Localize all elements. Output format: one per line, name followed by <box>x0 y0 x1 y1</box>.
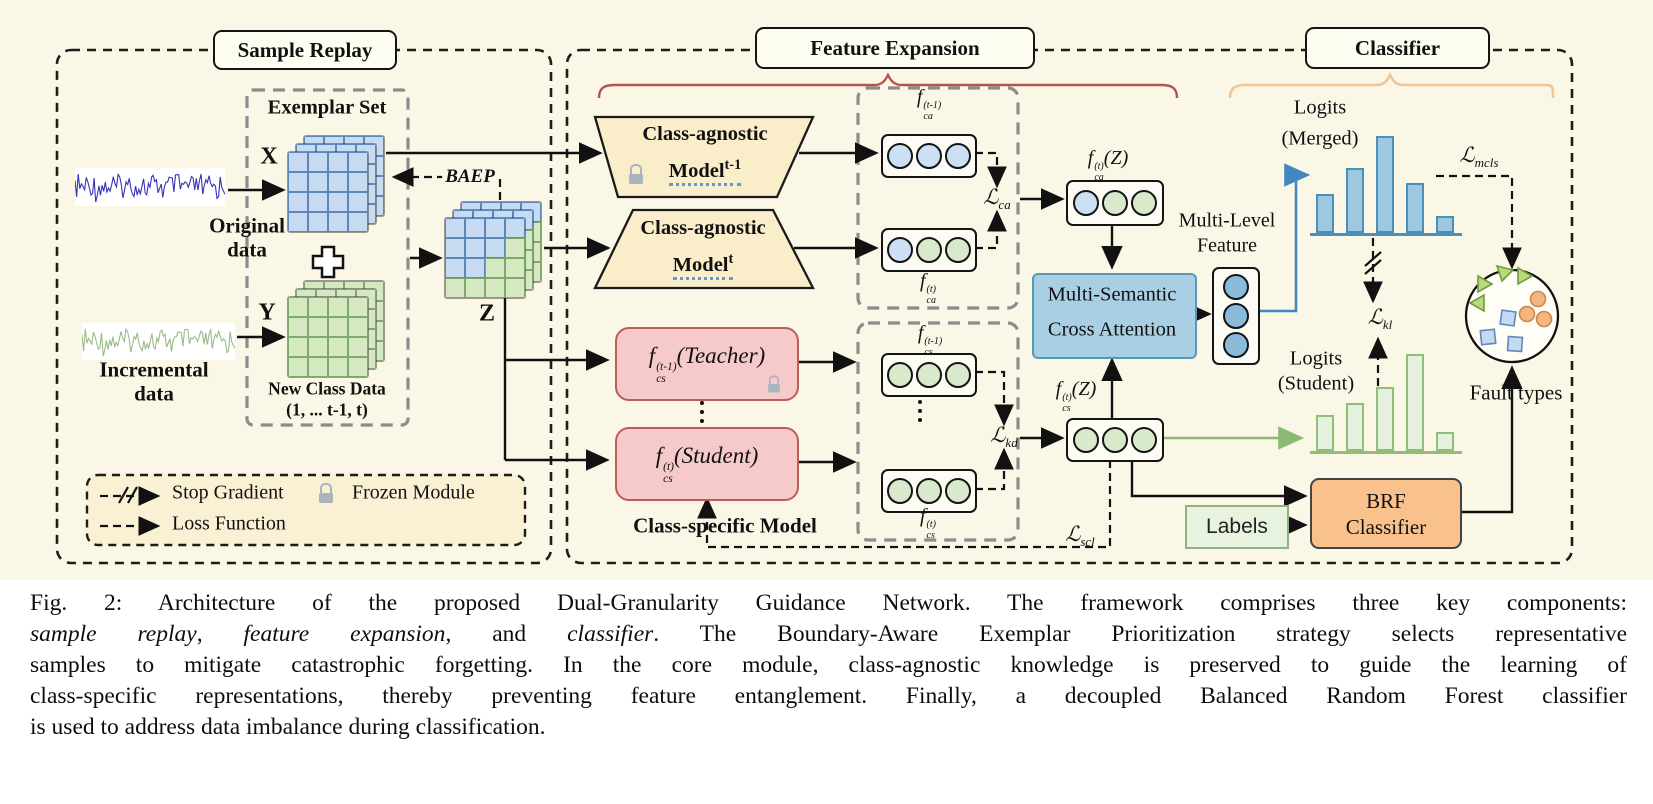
model-t1-lock-icon <box>628 164 644 184</box>
fcs-t1-out-label: f (t-1) cs <box>917 321 943 358</box>
loss-kd-label: ℒ$_{kd}$ <box>990 422 1018 451</box>
panel-title-sample-replay <box>213 30 397 70</box>
multi-level-feature-label-1: Multi-Level <box>1178 209 1276 232</box>
arrow-fcsz-to-brf <box>1132 460 1303 496</box>
fault-types-label: Fault types <box>1469 380 1563 405</box>
loss-scl-label: ℒ$_{scl}$ <box>1065 521 1095 550</box>
original-waveform <box>75 168 225 206</box>
multi-level-feature-label-2: Feature <box>1197 234 1257 257</box>
loss-kl-label: ℒ$_{kl}$ <box>1367 304 1393 333</box>
ca-t1-line1: Class-agnostic <box>642 123 768 145</box>
loss-mcls-label: ℒ$_{mcls}$ <box>1459 142 1499 171</box>
logits-student-label-1: Logits <box>1289 347 1343 370</box>
fca-t1-out-label: f (t-1) ca <box>916 85 942 122</box>
ca-t-sup: t <box>728 251 734 267</box>
feature-expansion-title-text: Feature Expansion <box>810 35 980 60</box>
original-data-label-1: Original <box>209 213 285 238</box>
new-class-data-label-2: (1, ... t-1, t) <box>286 399 368 420</box>
fcs-t-out-label: f (t) cs <box>919 504 937 541</box>
dashed-fcs2-to-lkd <box>975 452 1004 489</box>
fcs-t1-feature-row <box>881 353 977 397</box>
loss-ca-label: ℒ$_{ca}$ <box>983 184 1011 213</box>
class-agnostic-t-label <box>598 213 808 281</box>
ca-t-model: Model <box>672 253 729 276</box>
panel-title-classifier <box>1305 27 1490 69</box>
plus-icon <box>313 247 343 277</box>
fcs-z-feature-row <box>1066 418 1164 462</box>
labels-text: Labels <box>1206 515 1268 538</box>
fca-z-label: f (t) ca (Z) <box>1087 146 1129 183</box>
caption-line-4: class-specific representations, thereby preventing feature entanglement. Finally, a decoupled Balanced Random Forest classifier <box>30 683 1627 709</box>
brf-classifier-box <box>1310 478 1462 549</box>
multi-level-feature-row <box>1212 267 1260 365</box>
msca-line2: Cross Attention <box>1047 318 1177 341</box>
fcs-dots <box>918 400 922 422</box>
caption-line-5: is used to address data imbalance during classification. <box>30 714 546 740</box>
incremental-signal-strip <box>82 323 235 360</box>
caption-line-3: samples to mitigate catastrophic forgetting. In the core module, class-agnostic knowledge is preserved to guide the learning of <box>30 652 1627 678</box>
y-label: Y <box>258 299 276 326</box>
legend-stop-gradient: Stop Gradient <box>172 481 284 504</box>
brf-line2: Classifier <box>1345 514 1427 539</box>
fca-z-feature-row <box>1066 180 1164 226</box>
msca-line1: Multi-Semantic <box>1047 283 1177 306</box>
logits-student-label-2: (Student) <box>1277 372 1355 395</box>
ca-t-line1: Class-agnostic <box>640 217 766 239</box>
student-model-box <box>615 427 799 501</box>
new-class-data-label-1: New Class Data <box>268 378 386 399</box>
incremental-waveform <box>82 323 235 360</box>
dashed-fca2-to-lca <box>975 214 997 248</box>
classifier-brace <box>1230 75 1553 98</box>
classifier-title-text: Classifier <box>1354 35 1441 60</box>
teacher-label: f (t-1) cs (Teacher) <box>648 343 766 385</box>
original-signal-strip <box>75 168 225 206</box>
fcs-z-label: f (t) cs (Z) <box>1055 377 1097 414</box>
legend-loss-function: Loss Function <box>172 512 286 535</box>
incremental-data-label-1: Incremental <box>99 357 209 382</box>
teacher-student-dots <box>700 401 704 423</box>
student-label: f (t) cs (Student) <box>655 443 759 485</box>
exemplar-set-title: Exemplar Set <box>267 96 387 119</box>
fca-t-feature-row <box>881 228 977 272</box>
caption-line-1: Fig. 2: Architecture of the proposed Dual-Granularity Guidance Network. The framework comprises three key components: <box>30 590 1627 616</box>
ca-t1-model: Model <box>668 159 725 182</box>
baep-label: BAEP <box>442 166 498 188</box>
fault-types-circle <box>1466 266 1558 362</box>
brf-line1: BRF <box>1366 488 1406 513</box>
legend-lock-icon <box>318 483 334 503</box>
fca-t1-feature-row <box>881 134 977 178</box>
labels-box <box>1185 505 1289 549</box>
caption-line-2: sample replay, feature expansion, and classifier. The Boundary-Aware Exemplar Prioritization strategy selects representative <box>30 621 1628 647</box>
arrow-mlf-to-merged-logits <box>1257 175 1305 311</box>
x-label: X <box>260 143 278 170</box>
y-data-cube <box>288 297 368 377</box>
z-data-cube <box>445 218 525 298</box>
original-data-label-2: data <box>227 237 267 262</box>
fca-t-out-label: f (t) ca <box>919 269 937 306</box>
teacher-lock-icon <box>767 376 781 393</box>
dashed-fca1-to-lca <box>975 153 997 184</box>
logits-merged-label-1: Logits <box>1293 96 1347 119</box>
dashed-fcs1-to-lkd <box>975 372 1004 422</box>
legend-frozen-module: Frozen Module <box>352 481 475 504</box>
z-label: Z <box>478 300 496 327</box>
ca-t1-sup: t-1 <box>724 157 742 173</box>
sample-replay-title-text: Sample Replay <box>237 37 373 62</box>
panel-title-feature-expansion <box>755 27 1035 69</box>
logits-merged-label-2: (Merged) <box>1281 127 1359 150</box>
x-data-cube <box>288 152 368 232</box>
incremental-data-label-2: data <box>134 381 174 406</box>
class-specific-model-label: Class-specific Model <box>633 513 817 538</box>
